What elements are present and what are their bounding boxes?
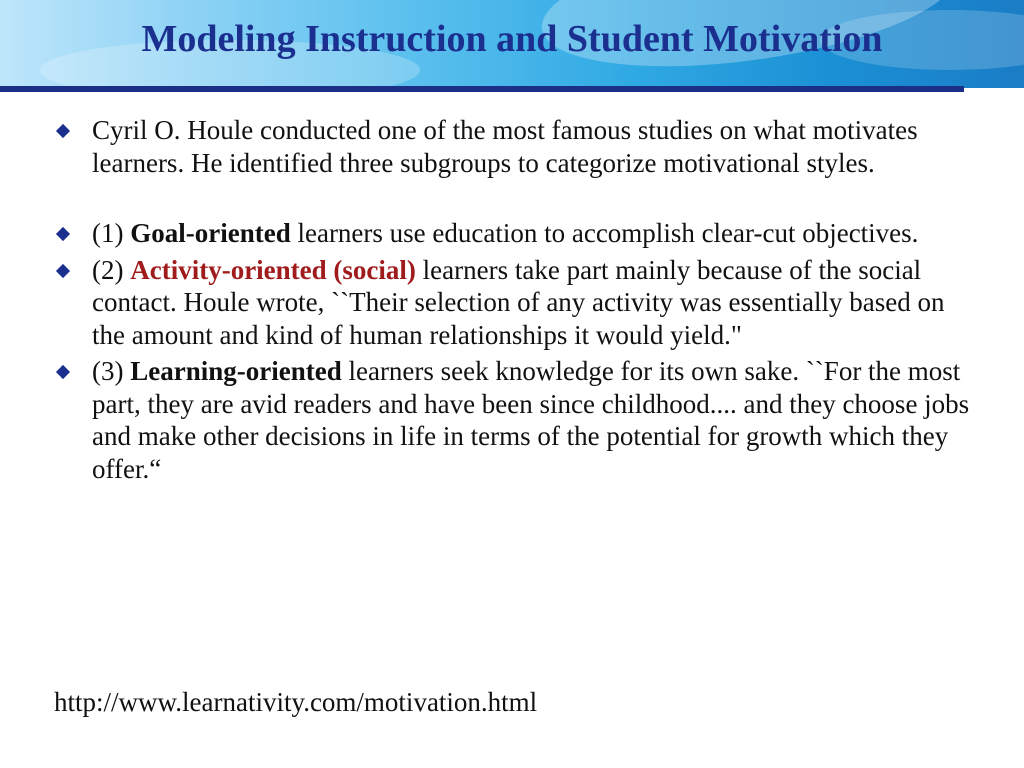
- bullet-prefix: (3): [92, 356, 131, 386]
- keyword-learning-oriented: Learning-oriented: [130, 356, 342, 386]
- bullet-goal-oriented: [54, 217, 974, 250]
- title-underline: [0, 86, 964, 92]
- bullet-description: learners use education to accomplish clear-cut objectives.: [290, 218, 919, 248]
- diamond-bullet-icon: [56, 227, 70, 241]
- slide-title: Modeling Instruction and Student Motivation: [141, 18, 883, 60]
- diamond-bullet-icon: [56, 124, 70, 138]
- bullet-intro-text: Cyril O. Houle conducted one of the most famous studies on what motivates learners. He identified three subgroups to categorize motivational styles.: [92, 115, 918, 178]
- diamond-bullet-icon: [56, 365, 70, 379]
- source-link[interactable]: http://www.learnativity.com/motivation.html: [54, 687, 538, 717]
- keyword-activity-oriented: Activity-oriented (social): [130, 254, 416, 285]
- title-banner: [0, 0, 1024, 88]
- bullet-intro: [54, 114, 974, 179]
- bullet-description: learners seek knowledge for its own sake. ``For the most part, they are avid readers and have been since childhood.... and they choose jobs and make other decisions in life in terms of the potential for growth which they offer.“: [92, 356, 970, 484]
- bullet-prefix: (2): [92, 254, 131, 285]
- bullet-list: [54, 114, 974, 485]
- diamond-bullet-icon: [56, 263, 70, 277]
- bullet-learning-oriented: [54, 355, 974, 485]
- bullet-prefix: (1): [92, 218, 131, 248]
- keyword-goal-oriented: Goal-oriented: [130, 218, 291, 248]
- slide-body: [54, 114, 974, 489]
- bullet-description: learners take part mainly because of the social contact. Houle wrote, ``Their selection of any activity was essentially based on the amount and kind of human relationships it would yield.": [92, 254, 945, 350]
- bullet-activity-oriented: [54, 254, 974, 352]
